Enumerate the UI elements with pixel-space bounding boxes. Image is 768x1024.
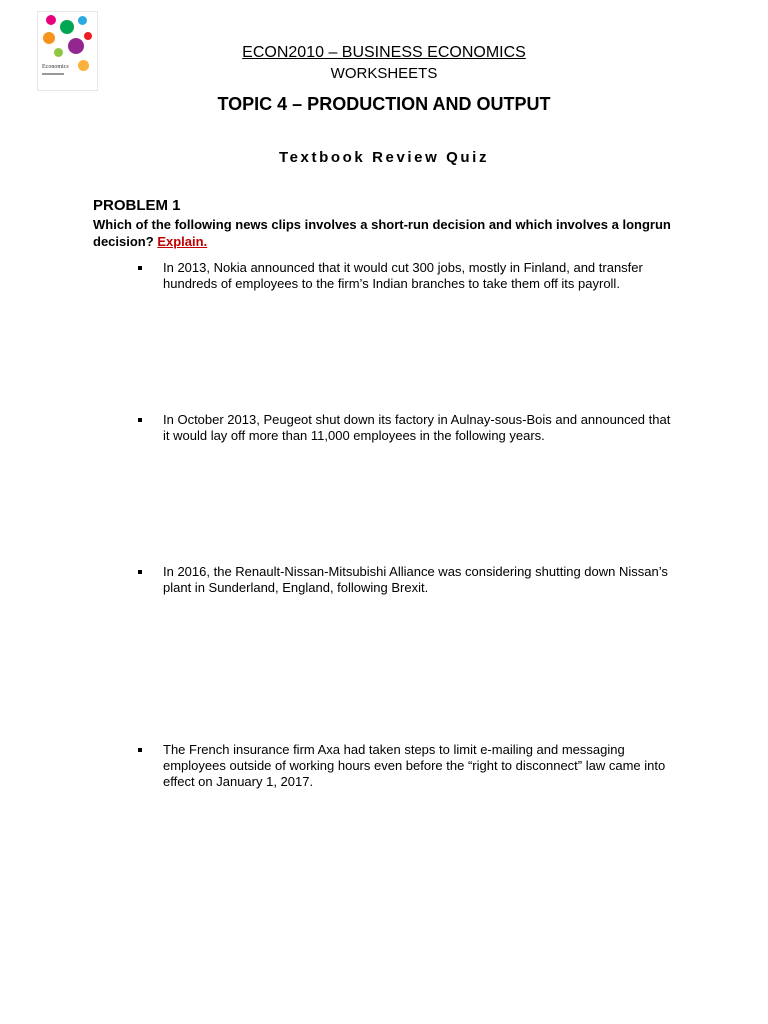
quiz-title: Textbook Review Quiz: [278, 149, 490, 166]
explain-link[interactable]: Explain.: [157, 234, 208, 249]
cover-circle: [84, 32, 92, 40]
cover-circle: [78, 16, 87, 25]
bullet-square-icon: [138, 748, 142, 752]
bullet-square-icon: [138, 266, 142, 270]
problem-heading: PROBLEM 1: [93, 197, 181, 214]
cover-circle: [46, 15, 56, 25]
news-clip-text: In 2016, the Renault-Nissan-Mitsubishi Alliance was considering shutting down Nissan’s plant in Sunderland, England, following Brexit.: [163, 564, 668, 595]
bullet-square-icon: [138, 418, 142, 422]
news-clip-text: The French insurance firm Axa had taken steps to limit e-mailing and messaging employees outside of working hours even before the “right to disconnect” law came into effect on January 1, 2017.: [163, 742, 666, 789]
news-clip-text: In October 2013, Peugeot shut down its factory in Aulnay-sous-Bois and announced that it would lay off more than 11,000 employees in the following years.: [163, 412, 671, 443]
topic-heading: TOPIC 4 – PRODUCTION AND OUTPUT: [217, 94, 551, 114]
worksheets-label: WORKSHEETS: [330, 65, 438, 82]
cover-title: Economics: [42, 64, 69, 70]
problem-question: [93, 216, 683, 250]
cover-circle: [60, 20, 74, 34]
cover-circle: [43, 32, 55, 44]
course-title: ECON2010 – BUSINESS ECONOMICS: [242, 44, 526, 61]
news-clip-text: In 2013, Nokia announced that it would cut 300 jobs, mostly in Finland, and transfer hundreds of employees to the firm’s Indian branches to take them off its payroll.: [163, 260, 643, 291]
question-text: Which of the following news clips involves a short-run decision and which involves a longrun decision?: [93, 217, 671, 249]
bullet-square-icon: [138, 570, 142, 574]
